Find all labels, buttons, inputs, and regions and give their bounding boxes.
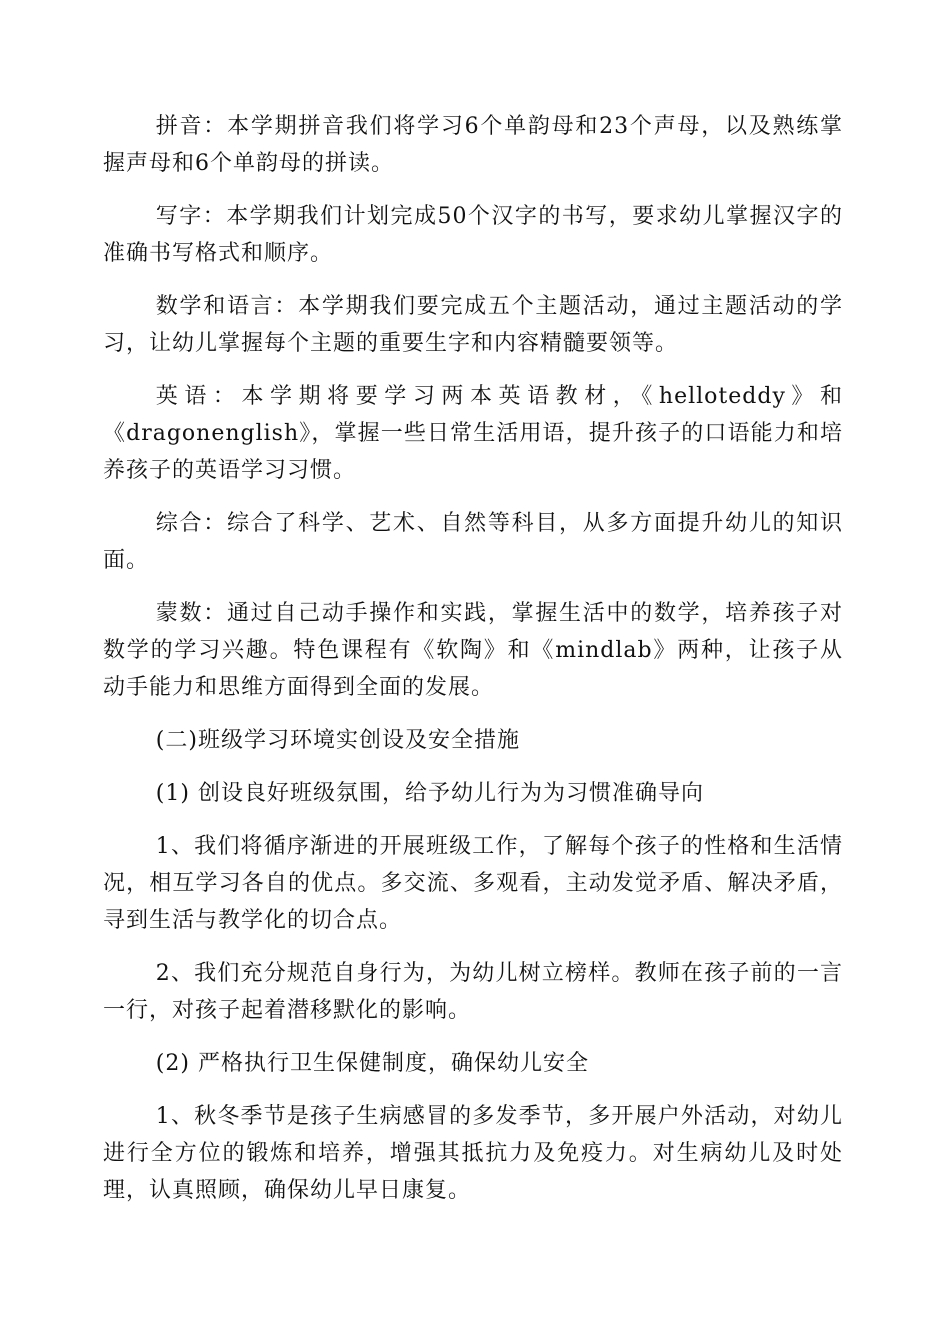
paragraph-item-2: 2、我们充分规范自身行为，为幼儿树立榜样。教师在孩子前的一言一行，对孩子起着潜移默化的影响。 [103, 961, 843, 1023]
subsection-heading-2: (2) 严格执行卫生保健制度，确保幼儿安全 [155, 1051, 589, 1076]
paragraph-pinyin: 拼音：本学期拼音我们将学习6个单韵母和23个声母，以及熟练掌握声母和6个单韵母的拼读。 [103, 114, 843, 176]
paragraph-writing: 写字：本学期我们计划完成50个汉字的书写，要求幼儿掌握汉字的准确书写格式和顺序。 [103, 204, 843, 266]
paragraph-english: 英语：本学期将要学习两本英语教材，《helloteddy》和《dragonenglish》，掌握一些日常生活用语，提升孩子的口语能力和培养孩子的英语学习习惯。 [103, 384, 843, 483]
paragraph-math-language: 数学和语言：本学期我们要完成五个主题活动，通过主题活动的学习，让幼儿掌握每个主题的重要生字和内容精髓要领等。 [103, 294, 843, 356]
document-body [103, 108, 843, 1225]
section-heading: (二)班级学习环境实创设及安全措施 [155, 728, 520, 753]
paragraph-comprehensive: 综合：综合了科学、艺术、自然等科目，从多方面提升幼儿的知识面。 [103, 511, 843, 573]
paragraph-montessori-math: 蒙数：通过自己动手操作和实践，掌握生活中的数学，培养孩子对数学的学习兴趣。特色课程有《软陶》和《mindlab》两种，让孩子从动手能力和思维方面得到全面的发展。 [103, 601, 843, 700]
paragraph-item-1: 1、我们将循序渐进的开展班级工作，了解每个孩子的性格和生活情况，相互学习各自的优点。多交流、多观看，主动发觉矛盾、解决矛盾，寻到生活与教学化的切合点。 [103, 834, 843, 933]
subsection-heading-1: (1) 创设良好班级氛围，给予幼儿行为为习惯准确导向 [155, 781, 704, 806]
paragraph-item-3: 1、秋冬季节是孩子生病感冒的多发季节，多开展户外活动，对幼儿进行全方位的锻炼和培养，增强其抵抗力及免疫力。对生病幼儿及时处理，认真照顾，确保幼儿早日康复。 [103, 1104, 843, 1203]
